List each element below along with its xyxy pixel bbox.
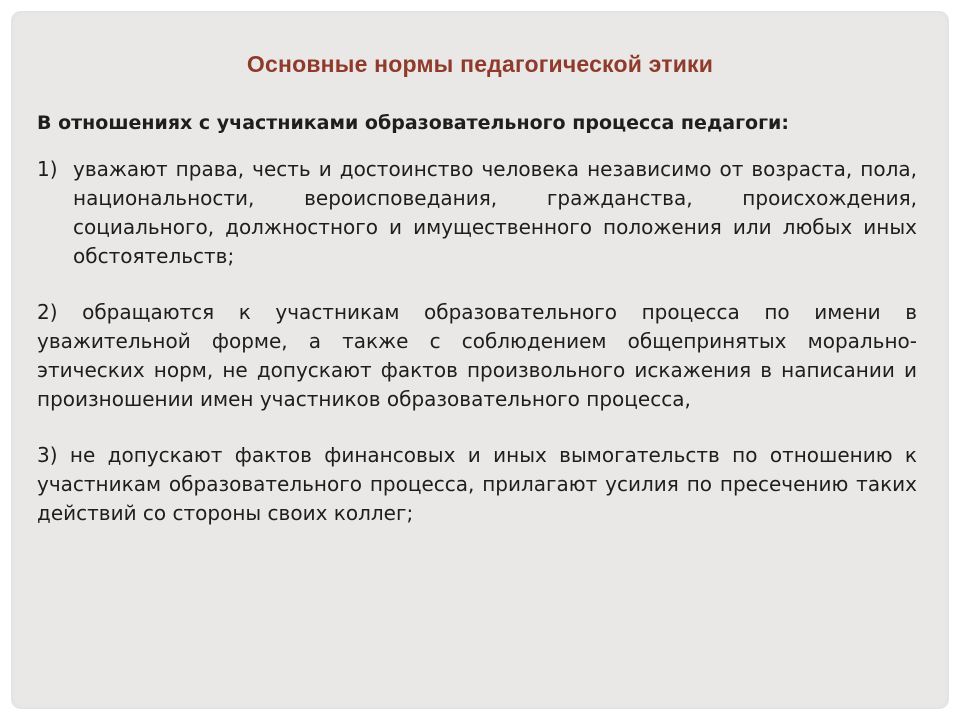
list-item-1: [37, 155, 917, 271]
list-item-3-text: 3) не допускают фактов финансовых и иных вымогательств по отношению к участникам образовательного процесса, прилагают усилия по пресечению таких действий со стороны своих коллег;: [37, 443, 917, 525]
slide: [11, 11, 949, 709]
slide-title: Основные нормы педагогической этики: [246, 51, 714, 77]
intro-heading: В отношениях с участниками образовательного процесса педагоги:: [37, 112, 789, 134]
slide-content: [37, 109, 917, 528]
list-item-1-text: уважают права, честь и достоинство человека независимо от возраста, пола, национальности, вероисповедания, гражданства, происхождения, социального, должностного и имущественного положения или любых иных обстоятельств;: [73, 157, 917, 268]
list-item-2-text: 2) обращаются к участникам образовательного процесса по имени в уважительной форме, а также с соблюдением общепринятых морально-этических норм, не допускают фактов произвольного искажения в написании и произношении имен участников образовательного процесса,: [37, 300, 917, 411]
list-item-1-number: 1): [37, 157, 58, 181]
